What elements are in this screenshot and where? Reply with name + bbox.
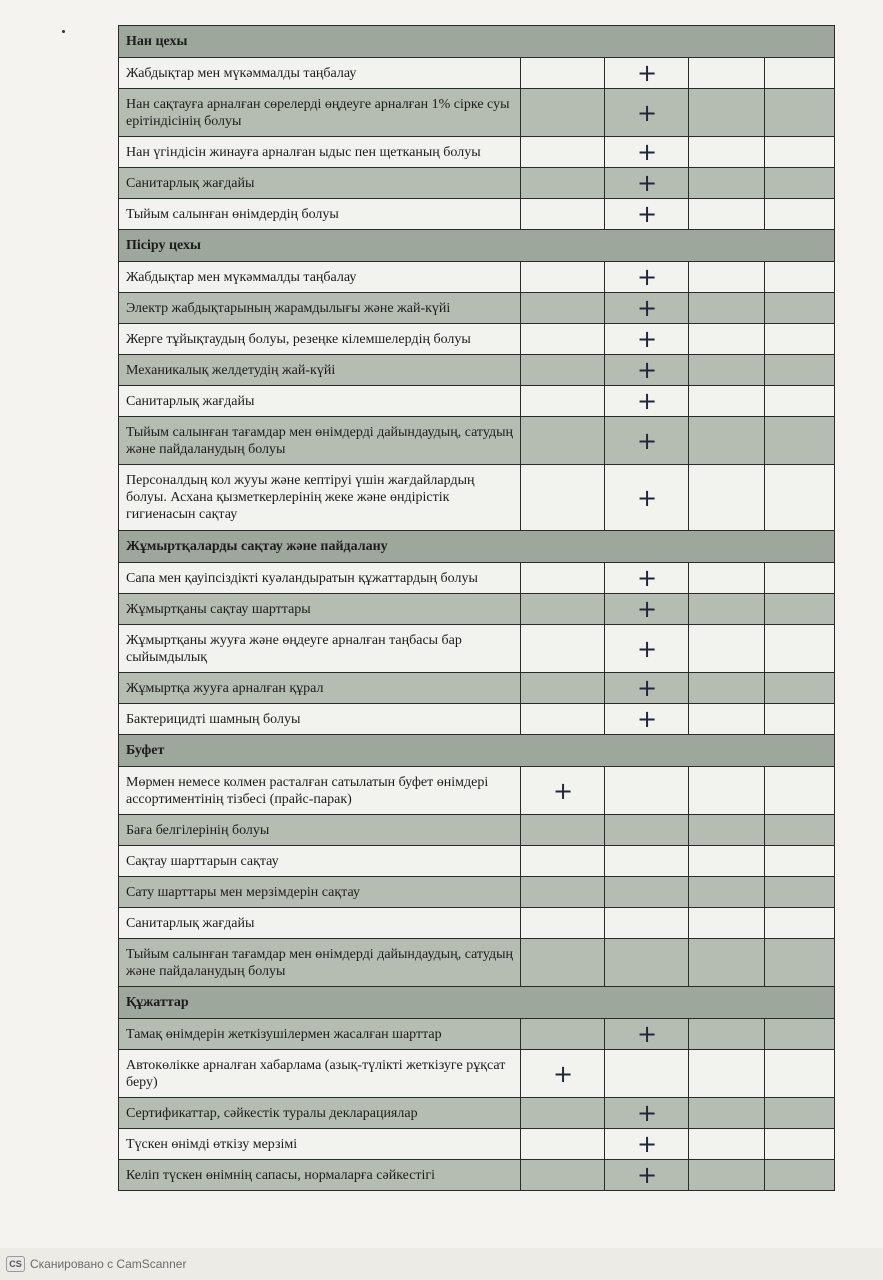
check-cell-3 <box>689 89 765 137</box>
criterion-label: Электр жабдықтарының жарамдылығы және жай-күйі <box>119 293 521 324</box>
check-cell-3 <box>689 324 765 355</box>
check-cell-4 <box>765 293 835 324</box>
criterion-label: Баға белгілерінің болуы <box>119 815 521 846</box>
check-cell-1 <box>521 324 605 355</box>
check-cell-1 <box>521 293 605 324</box>
camscanner-logo: CS <box>6 1256 25 1272</box>
check-cell-1 <box>521 199 605 230</box>
checklist-row <box>119 58 835 89</box>
check-cell-1 <box>521 673 605 704</box>
criterion-label: Механикалық желдетудің жай-күйі <box>119 355 521 386</box>
check-cell-1 <box>521 846 605 877</box>
criterion-label: Жерге тұйықтаудың болуы, резеңке кілемшелердің болуы <box>119 324 521 355</box>
check-cell-3 <box>689 465 765 531</box>
check-cell-1 <box>521 877 605 908</box>
check-cell-1 <box>521 1129 605 1160</box>
check-cell-2: + <box>605 89 689 137</box>
checklist-row <box>119 908 835 939</box>
check-cell-3 <box>689 673 765 704</box>
check-cell-2 <box>605 846 689 877</box>
checklist-row <box>119 137 835 168</box>
checklist-row <box>119 168 835 199</box>
checklist-row <box>119 1098 835 1129</box>
criterion-label: Нан сақтауға арналған сөрелерді өңдеуге арналған 1% сірке суы ерітіндісінің болуы <box>119 89 521 137</box>
section-header-row <box>119 531 835 563</box>
check-cell-2: + <box>605 594 689 625</box>
criterion-label: Тыйым салынған тағамдар мен өнімдерді дайындаудың, сатудың және пайдаланудың болуы <box>119 417 521 465</box>
section-header-row <box>119 230 835 262</box>
check-cell-1 <box>521 89 605 137</box>
criterion-label: Тыйым салынған өнімдердің болуы <box>119 199 521 230</box>
check-cell-3 <box>689 767 765 815</box>
check-cell-2: + <box>605 293 689 324</box>
check-cell-2: + <box>605 1129 689 1160</box>
criterion-label: Түскен өнімді өткізу мерзімі <box>119 1129 521 1160</box>
criterion-label: Тамақ өнімдерін жеткізушілермен жасалған шарттар <box>119 1019 521 1050</box>
checklist-row <box>119 704 835 735</box>
checklist-row <box>119 89 835 137</box>
check-cell-3 <box>689 1160 765 1191</box>
check-cell-2: + <box>605 1098 689 1129</box>
check-cell-3 <box>689 137 765 168</box>
check-cell-2: + <box>605 1160 689 1191</box>
check-cell-4 <box>765 846 835 877</box>
criterion-label: Келіп түскен өнімнің сапасы, нормаларға сәйкестігі <box>119 1160 521 1191</box>
check-cell-1 <box>521 594 605 625</box>
check-cell-4 <box>765 594 835 625</box>
check-cell-3 <box>689 815 765 846</box>
checklist-row <box>119 815 835 846</box>
checklist-row <box>119 262 835 293</box>
check-cell-4 <box>765 625 835 673</box>
criterion-label: Сату шарттары мен мерзімдерін сақтау <box>119 877 521 908</box>
check-cell-1 <box>521 465 605 531</box>
check-cell-4 <box>765 137 835 168</box>
check-cell-2: + <box>605 386 689 417</box>
check-cell-1 <box>521 1098 605 1129</box>
checklist-row <box>119 465 835 531</box>
check-cell-2 <box>605 1050 689 1098</box>
checklist-row <box>119 199 835 230</box>
check-cell-3 <box>689 939 765 987</box>
check-cell-1 <box>521 417 605 465</box>
check-cell-2: + <box>605 465 689 531</box>
criterion-label: Жабдықтар мен мүкәммалды таңбалау <box>119 58 521 89</box>
check-cell-3 <box>689 563 765 594</box>
section-title: Құжаттар <box>119 987 835 1019</box>
check-cell-4 <box>765 465 835 531</box>
check-cell-4 <box>765 417 835 465</box>
checklist-row <box>119 846 835 877</box>
check-cell-1 <box>521 625 605 673</box>
check-cell-1 <box>521 939 605 987</box>
check-cell-4 <box>765 1098 835 1129</box>
check-cell-4 <box>765 199 835 230</box>
check-cell-4 <box>765 673 835 704</box>
check-cell-4 <box>765 877 835 908</box>
check-cell-4 <box>765 1129 835 1160</box>
check-cell-1: + <box>521 1050 605 1098</box>
check-cell-3 <box>689 1098 765 1129</box>
check-cell-2 <box>605 939 689 987</box>
check-cell-1 <box>521 908 605 939</box>
check-cell-3 <box>689 846 765 877</box>
check-cell-3 <box>689 355 765 386</box>
checklist-row <box>119 594 835 625</box>
check-cell-2 <box>605 877 689 908</box>
check-cell-4 <box>765 386 835 417</box>
check-cell-4 <box>765 58 835 89</box>
checklist-row <box>119 417 835 465</box>
camscanner-text: Сканировано с CamScanner <box>30 1257 187 1271</box>
check-cell-4 <box>765 1160 835 1191</box>
section-header-row <box>119 987 835 1019</box>
check-cell-4 <box>765 704 835 735</box>
check-cell-1 <box>521 1160 605 1191</box>
inspection-checklist-table <box>118 25 835 1191</box>
check-cell-2: + <box>605 704 689 735</box>
check-cell-1 <box>521 58 605 89</box>
criterion-label: Жұмыртқаны сақтау шарттары <box>119 594 521 625</box>
section-header-row <box>119 735 835 767</box>
check-cell-2: + <box>605 324 689 355</box>
section-header-row <box>119 26 835 58</box>
checklist-row <box>119 1160 835 1191</box>
check-cell-4 <box>765 1050 835 1098</box>
check-cell-4 <box>765 767 835 815</box>
check-cell-4 <box>765 262 835 293</box>
checklist-row <box>119 386 835 417</box>
check-cell-1 <box>521 168 605 199</box>
criterion-label: Жұмыртқаны жууға және өңдеуге арналған таңбасы бар сыйымдылық <box>119 625 521 673</box>
check-cell-1 <box>521 355 605 386</box>
camscanner-watermark <box>6 1256 186 1272</box>
criterion-label: Санитарлық жағдайы <box>119 168 521 199</box>
check-cell-2 <box>605 815 689 846</box>
check-cell-3 <box>689 877 765 908</box>
check-cell-3 <box>689 417 765 465</box>
check-cell-4 <box>765 355 835 386</box>
checklist-row <box>119 1129 835 1160</box>
checklist-row <box>119 625 835 673</box>
section-title: Буфет <box>119 735 835 767</box>
checklist-row <box>119 324 835 355</box>
check-cell-1 <box>521 262 605 293</box>
checklist-row <box>119 767 835 815</box>
check-cell-3 <box>689 262 765 293</box>
section-title: Нан цехы <box>119 26 835 58</box>
check-cell-3 <box>689 625 765 673</box>
criterion-label: Сақтау шарттарын сақтау <box>119 846 521 877</box>
check-cell-4 <box>765 1019 835 1050</box>
check-cell-4 <box>765 908 835 939</box>
check-cell-2: + <box>605 625 689 673</box>
check-cell-2: + <box>605 262 689 293</box>
section-title: Пісіру цехы <box>119 230 835 262</box>
check-cell-4 <box>765 939 835 987</box>
check-cell-3 <box>689 199 765 230</box>
check-cell-3 <box>689 293 765 324</box>
check-cell-2: + <box>605 137 689 168</box>
check-cell-2 <box>605 908 689 939</box>
check-cell-3 <box>689 386 765 417</box>
check-cell-4 <box>765 815 835 846</box>
checklist-row <box>119 293 835 324</box>
checklist-row <box>119 939 835 987</box>
check-cell-4 <box>765 563 835 594</box>
check-cell-1 <box>521 563 605 594</box>
checklist-row <box>119 877 835 908</box>
check-cell-3 <box>689 594 765 625</box>
check-cell-2: + <box>605 563 689 594</box>
criterion-label: Санитарлық жағдайы <box>119 908 521 939</box>
check-cell-3 <box>689 1129 765 1160</box>
check-cell-2: + <box>605 673 689 704</box>
check-cell-2: + <box>605 417 689 465</box>
criterion-label: Тыйым салынған тағамдар мен өнімдерді дайындаудың, сатудың және пайдаланудың болуы <box>119 939 521 987</box>
checklist-row <box>119 1019 835 1050</box>
check-cell-1 <box>521 137 605 168</box>
criterion-label: Мөрмен немесе колмен расталған сатылатын буфет өнімдері ассортиментінің тізбесі (прайс-парак) <box>119 767 521 815</box>
check-cell-1: + <box>521 767 605 815</box>
checklist-row <box>119 1050 835 1098</box>
criterion-label: Автокөлікке арналған хабарлама (азық-түлікті жеткізуге рұқсат беру) <box>119 1050 521 1098</box>
check-cell-1 <box>521 704 605 735</box>
check-cell-3 <box>689 1050 765 1098</box>
check-cell-4 <box>765 168 835 199</box>
criterion-label: Сертификаттар, сәйкестік туралы декларациялар <box>119 1098 521 1129</box>
check-cell-3 <box>689 168 765 199</box>
criterion-label: Жабдықтар мен мүкәммалды таңбалау <box>119 262 521 293</box>
check-cell-2 <box>605 767 689 815</box>
checklist-row <box>119 673 835 704</box>
criterion-label: Персоналдың кол жууы және кептіруі үшін жағдайлардың болуы. Асхана қызметкерлерінің жеке және өндірістік гигиенасын сақтау <box>119 465 521 531</box>
check-cell-3 <box>689 908 765 939</box>
criterion-label: Сапа мен қауіпсіздікті куәландыратын құжаттардың болуы <box>119 563 521 594</box>
check-cell-2: + <box>605 199 689 230</box>
criterion-label: Жұмыртқа жууға арналған құрал <box>119 673 521 704</box>
check-cell-4 <box>765 89 835 137</box>
check-cell-3 <box>689 58 765 89</box>
check-cell-2: + <box>605 168 689 199</box>
checklist-row <box>119 563 835 594</box>
check-cell-1 <box>521 1019 605 1050</box>
criterion-label: Бактерицидті шамның болуы <box>119 704 521 735</box>
criterion-label: Нан үгіндісін жинауға арналған ыдыс пен щетканың болуы <box>119 137 521 168</box>
check-cell-4 <box>765 324 835 355</box>
check-cell-3 <box>689 1019 765 1050</box>
section-title: Жұмыртқаларды сақтау және пайдалану <box>119 531 835 563</box>
scan-speck <box>62 30 65 33</box>
check-cell-2: + <box>605 1019 689 1050</box>
check-cell-1 <box>521 815 605 846</box>
criterion-label: Санитарлық жағдайы <box>119 386 521 417</box>
check-cell-1 <box>521 386 605 417</box>
check-cell-3 <box>689 704 765 735</box>
check-cell-2: + <box>605 355 689 386</box>
check-cell-2: + <box>605 58 689 89</box>
checklist-row <box>119 355 835 386</box>
